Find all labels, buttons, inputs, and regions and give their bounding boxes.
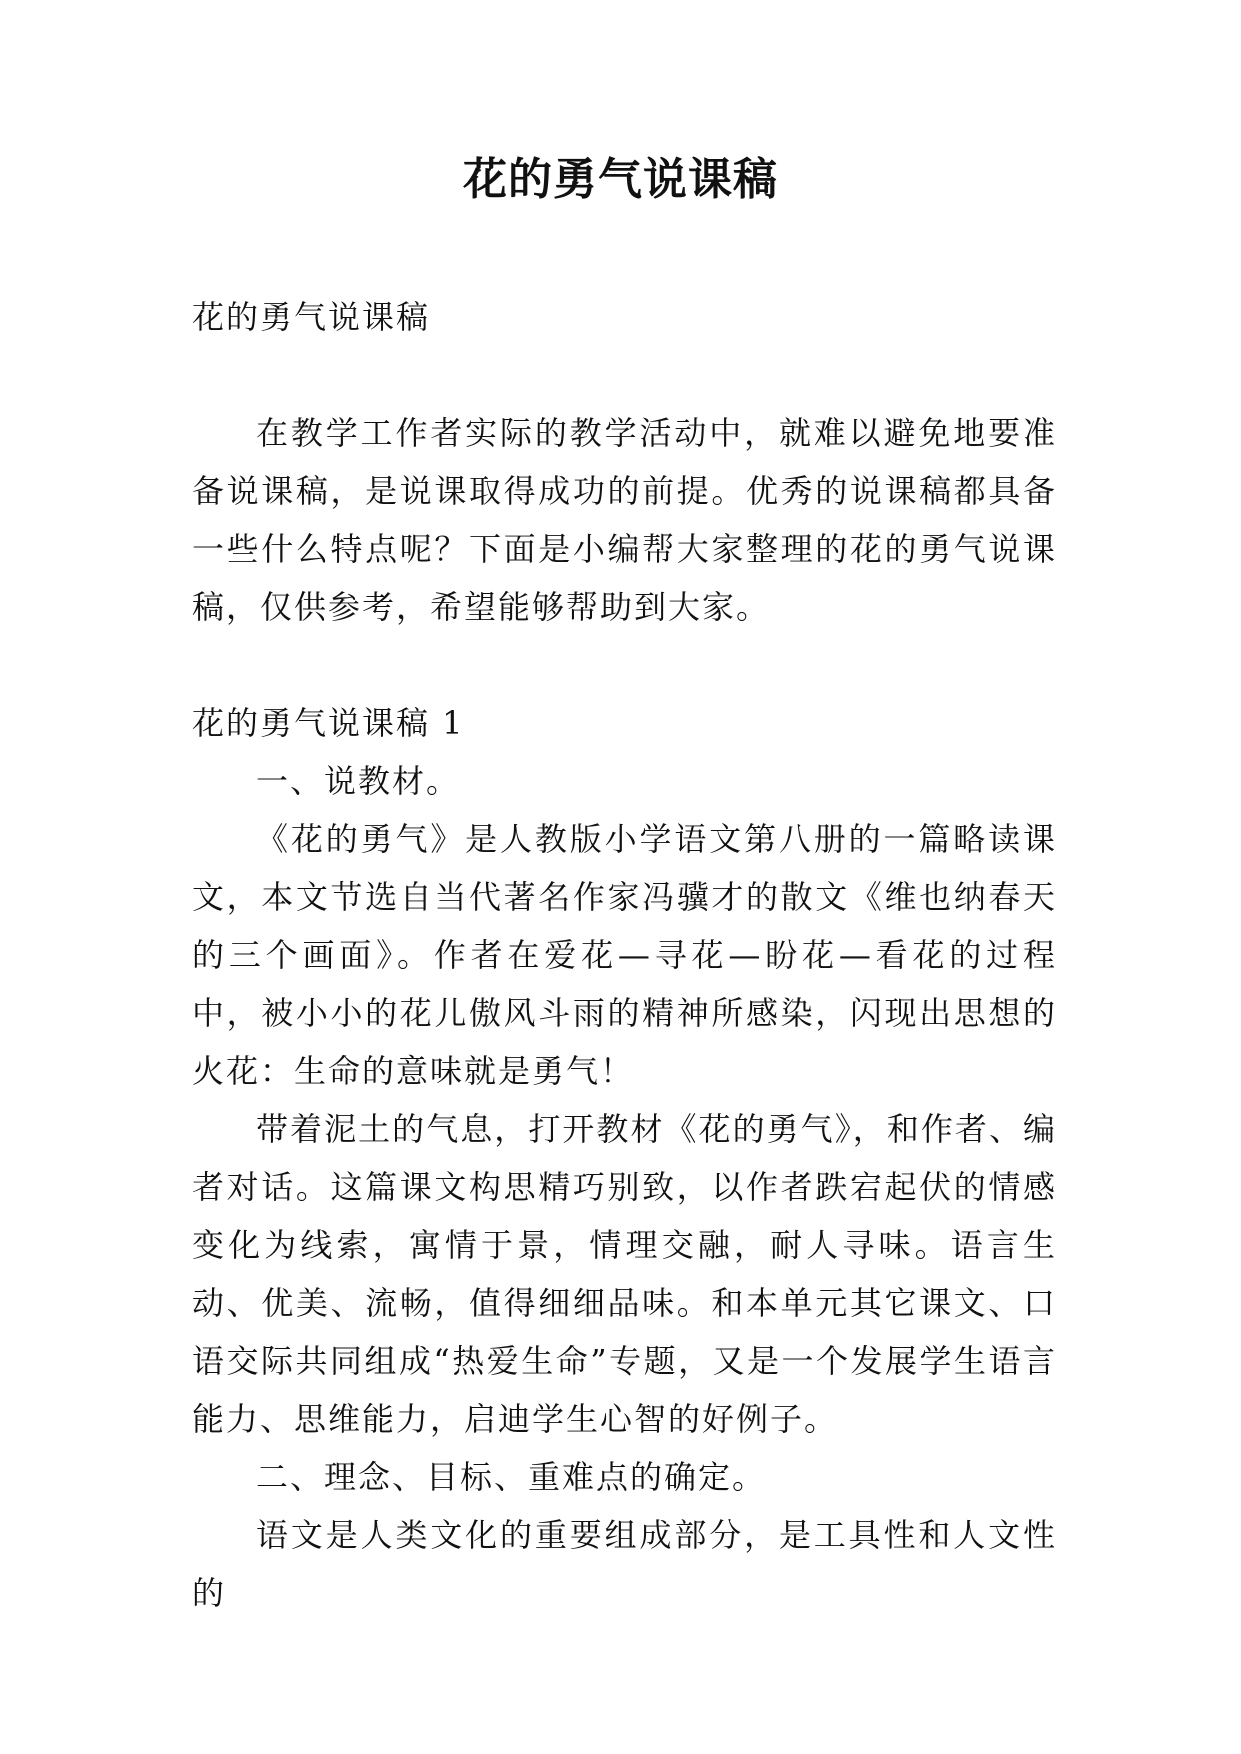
paragraph-2: 带着泥土的气息，打开教材《花的勇气》，和作者、编者对话。这篇课文构思精巧别致，以作者跌宕起伏的情感变化为线索，寓情于景，情理交融，耐人寻味。语言生动、优美、流畅，值得细细品味。和本单元其它课文、口语交际共同组成“热爱生命”专题，又是一个发展学生语言能力、思维能力，启迪学生心智的好例子。 [192, 1110, 1057, 1438]
section-title: 花的勇气说课稿 1 [192, 704, 465, 742]
spacer [192, 636, 1057, 694]
spacer [192, 346, 1057, 404]
intro-paragraph: 在教学工作者实际的教学活动中，就难以避免地要准备说课稿，是说课取得成功的前提。优秀的说课稿都具备一些什么特点呢？下面是小编帮大家整理的花的勇气说课稿，仅供参考，希望能够帮助到大家。 [192, 414, 1057, 626]
section-heading-2: 二、理念、目标、重难点的确定。 [256, 1458, 767, 1496]
paragraph-3: 语文是人类文化的重要组成部分，是工具性和人文性的 [192, 1516, 1057, 1612]
document-body [192, 288, 1057, 1622]
paragraph-1: 《花的勇气》是人教版小学语文第八册的一篇略读课文，本文节选自当代著名作家冯骥才的散文《维也纳春天的三个画面》。作者在爱花—寻花—盼花—看花的过程中，被小小的花儿傲风斗雨的精神所感染，闪现出思想的火花：生命的意味就是勇气！ [192, 820, 1057, 1090]
document-title: 花的勇气说课稿 [463, 154, 778, 205]
document-subtitle: 花的勇气说课稿 [192, 298, 431, 336]
section-heading-1: 一、说教材。 [256, 762, 461, 800]
